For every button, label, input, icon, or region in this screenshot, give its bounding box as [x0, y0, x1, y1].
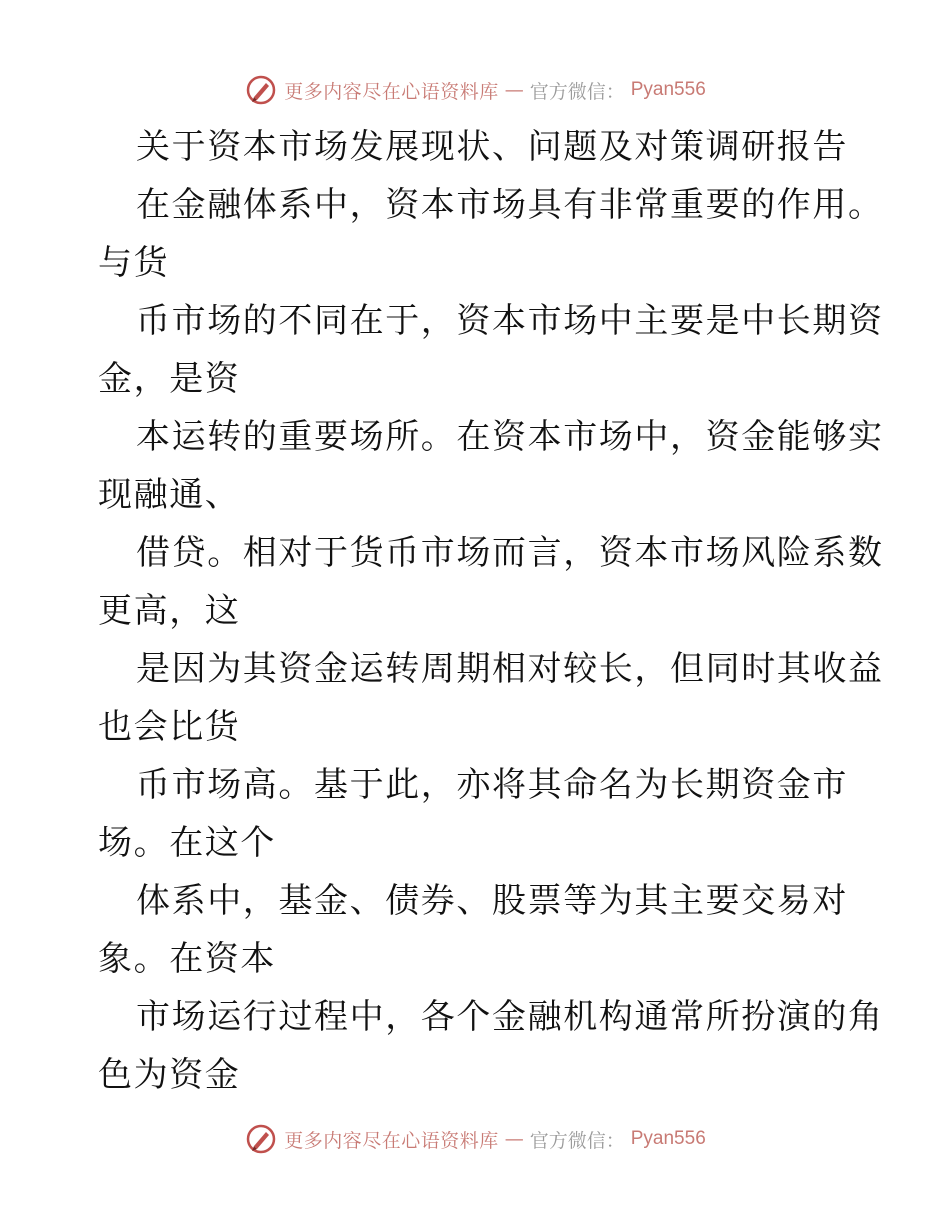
banner-text: 更多内容尽在心语资料库: [284, 80, 499, 103]
banner-wechat-label: 官方微信：: [529, 80, 625, 103]
text-line: 色为资金: [98, 1055, 241, 1095]
text-line: 借贷。相对于货币市场而言，资本市场风险系数: [136, 533, 884, 573]
text-line: 也会比货: [98, 707, 241, 747]
document-title: 关于资本市场发展现状、问题及对策调研报告: [136, 127, 848, 167]
banner-wechat-id: Pyan556: [630, 1128, 706, 1149]
footer-banner: [0, 1119, 950, 1159]
banner-wechat-id: Pyan556: [630, 79, 706, 100]
header-banner: [0, 70, 950, 110]
text-line: 币市场高。基于此，亦将其命名为长期资金市: [136, 765, 848, 805]
text-line: 现融通、: [98, 475, 241, 515]
text-line: 币市场的不同在于，资本市场中主要是中长期资: [136, 301, 884, 341]
text-line: 体系中，基金、债券、股票等为其主要交易对: [136, 881, 848, 921]
pen-logo-icon: [244, 73, 278, 107]
text-line: 金，是资: [98, 359, 241, 399]
banner-separator: —: [504, 79, 524, 101]
text-line: 场。在这个: [98, 823, 276, 863]
text-line: 象。在资本: [98, 939, 276, 979]
text-line: 更高，这: [98, 591, 241, 631]
text-line: 是因为其资金运转周期相对较长，但同时其收益: [136, 649, 884, 689]
pen-logo-icon: [244, 1122, 278, 1156]
text-line: 本运转的重要场所。在资本市场中，资金能够实: [136, 417, 884, 457]
text-line: 与货: [98, 243, 170, 283]
text-line: 在金融体系中，资本市场具有非常重要的作用。: [136, 185, 884, 225]
banner-separator: —: [504, 1128, 524, 1150]
text-line: 市场运行过程中，各个金融机构通常所扮演的角: [136, 997, 884, 1037]
banner-wechat-label: 官方微信：: [529, 1129, 625, 1152]
banner-text: 更多内容尽在心语资料库: [284, 1129, 499, 1152]
